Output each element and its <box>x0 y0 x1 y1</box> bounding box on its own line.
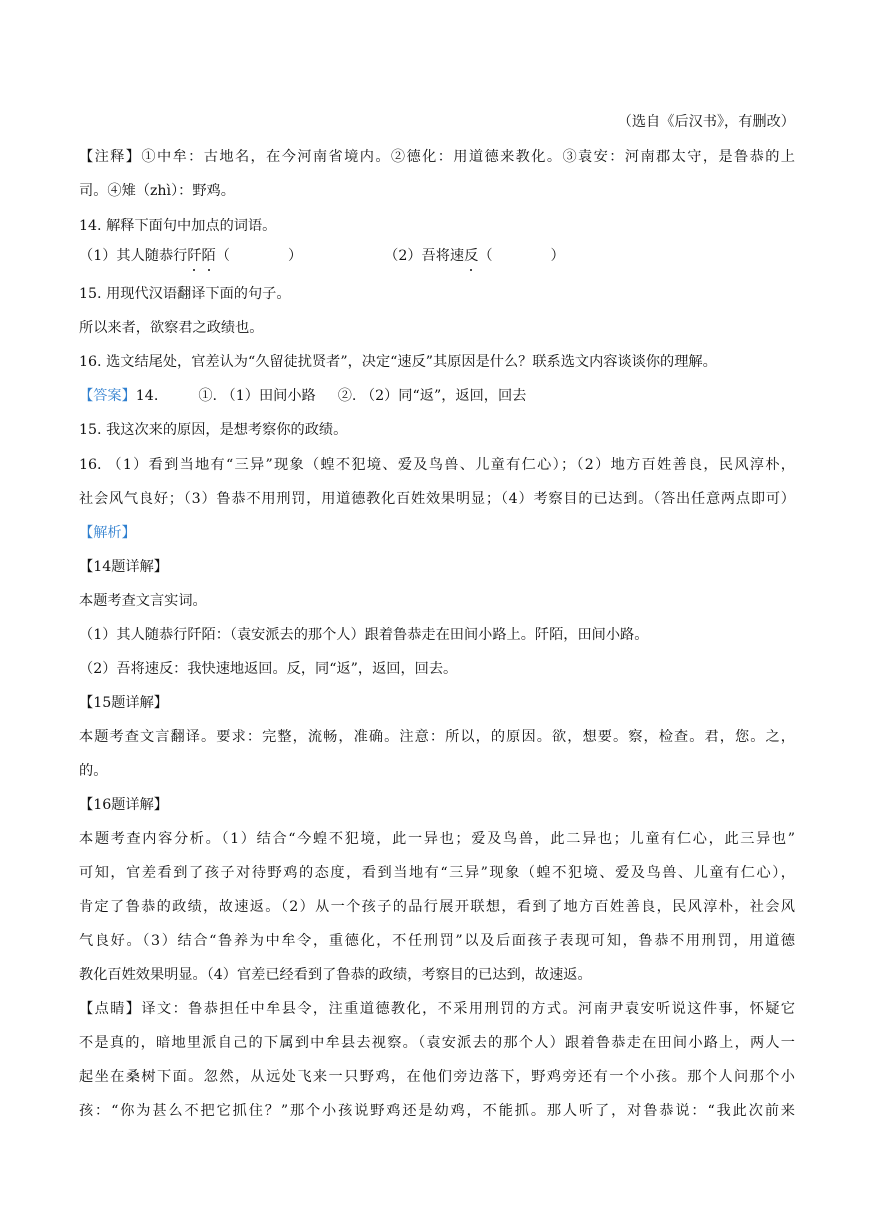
detail-16-line-2: 可知，官差看到了孩子对待野鸡的态度，看到当地有“三异”现象（蝗不犯境、爱及鸟兽、儿童有仁心）， <box>79 865 795 881</box>
detail-15-line-2: 的。 <box>79 763 108 779</box>
question-14-title: 14. 解释下面句中加点的词语。 <box>79 218 277 234</box>
dotted-char-qian: 阡 <box>187 248 202 264</box>
detail-15-title: 【15题详解】 <box>79 695 168 711</box>
dotted-char-mo: 陌 <box>201 248 216 264</box>
question-14-items <box>79 246 795 266</box>
detail-16-line-4: 气良好。（3）结合“鲁养为中牟令，重德化，不任刑罚”以及后面孩子表现可知，鲁恭不用刑罚，用道德 <box>79 933 795 949</box>
notes-line-1: 【注释】①中牟：古地名，在今河南省境内。②德化：用道德来教化。③袁安：河南郡太守，是鲁恭的上 <box>79 149 795 165</box>
answer-16-line-1: 16. （1）看到当地有“三异”现象（蝗不犯境、爱及鸟兽、儿童有仁心）；（2）地方百姓善良，民风淳朴， <box>79 457 795 473</box>
notes-line-2: 司。④雉（zhì）：野鸡。 <box>79 183 235 199</box>
question-16-title: 16. 选文结尾处，官差认为“久留徒扰贤者”，决定“速反”其原因是什么？联系选文内容谈谈你的理解。 <box>79 354 717 370</box>
dianjing-line-3: 起坐在桑树下面。忽然，从远处飞来一只野鸡，在他们旁边落下，野鸡旁还有一个小孩。那个人问那个小 <box>79 1069 795 1085</box>
analysis-tag: 【解析】 <box>79 525 136 541</box>
question-15-title: 15. 用现代汉语翻译下面的句子。 <box>79 286 291 302</box>
answer-tag: 【答案】 <box>79 388 136 404</box>
detail-14-line-2: （1）其人随恭行阡陌：（袁安派去的那个人）跟着鲁恭走在田间小路上。阡陌，田间小路。 <box>79 627 649 643</box>
answer-14-part-2: ②. （2）同“返”，返回，回去 <box>337 388 527 404</box>
detail-15-line-1: 本题考查文言翻译。要求：完整，流畅，准确。注意：所以，的原因。欲，想要。察，检查。君，您。之， <box>79 729 795 745</box>
q14-item1-paren-close: ） <box>287 248 303 264</box>
answer-14-part-1: ①. （1）田间小路 <box>198 388 316 404</box>
detail-14-title: 【14题详解】 <box>79 559 168 575</box>
q14-item2-prefix: （2）吾将速 <box>384 248 465 264</box>
answer-15-line: 15. 我这次来的原因，是想考察你的政绩。 <box>79 422 348 438</box>
detail-14-line-3: （2）吾将速反：我快速地返回。反，同“返”，返回，回去。 <box>79 661 458 677</box>
detail-16-line-5: 教化百姓效果明显。（4）官差已经看到了鲁恭的政绩，考察目的已达到，故速返。 <box>79 967 592 983</box>
q14-item1-paren-open: （ <box>215 248 230 264</box>
q14-item2-paren-open: （ <box>478 248 493 264</box>
detail-16-line-3: 肯定了鲁恭的政绩，故速返。（2）从一个孩子的品行展开联想，看到了地方百姓善良，民风淳朴，社会风 <box>79 899 795 915</box>
answer-14-number: 14. <box>135 388 159 404</box>
detail-16-line-1: 本题考查内容分析。（1）结合“今蝗不犯境，此一异也；爱及鸟兽，此二异也；儿童有仁心，此三异也” <box>79 831 795 847</box>
detail-16-title: 【16题详解】 <box>79 797 168 813</box>
dianjing-line-2: 不是真的，暗地里派自己的下属到中牟县去视察。（袁安派去的那个人）跟着鲁恭走在田间小路上，两人一 <box>79 1035 795 1051</box>
dianjing-line-1: 【点睛】译文：鲁恭担任中牟县令，注重道德教化，不采用刑罚的方式。河南尹袁安听说这件事，怀疑它 <box>79 1001 795 1017</box>
question-15-sentence: 所以来者，欲察君之政绩也。 <box>79 320 264 336</box>
dotted-char-fan: 反 <box>464 248 479 264</box>
dianjing-line-4: 孩：“你为甚么不把它抓住？”那个小孩说野鸡还是幼鸡，不能抓。那人听了，对鲁恭说：“我此次前来 <box>79 1103 795 1119</box>
q14-item2-paren-close: ） <box>550 248 565 264</box>
answer-14-line <box>79 386 795 406</box>
answer-16-line-2: 社会风气良好；（3）鲁恭不用刑罚，用道德教化百姓效果明显；（4）考察目的已达到。（答出任意两点即可） <box>79 491 795 507</box>
detail-14-line-1: 本题考查文言实词。 <box>79 593 207 609</box>
q14-item1-prefix: （1）其人随恭行 <box>79 248 188 264</box>
source-citation: （选自《后汉书》，有删改） <box>617 114 795 130</box>
